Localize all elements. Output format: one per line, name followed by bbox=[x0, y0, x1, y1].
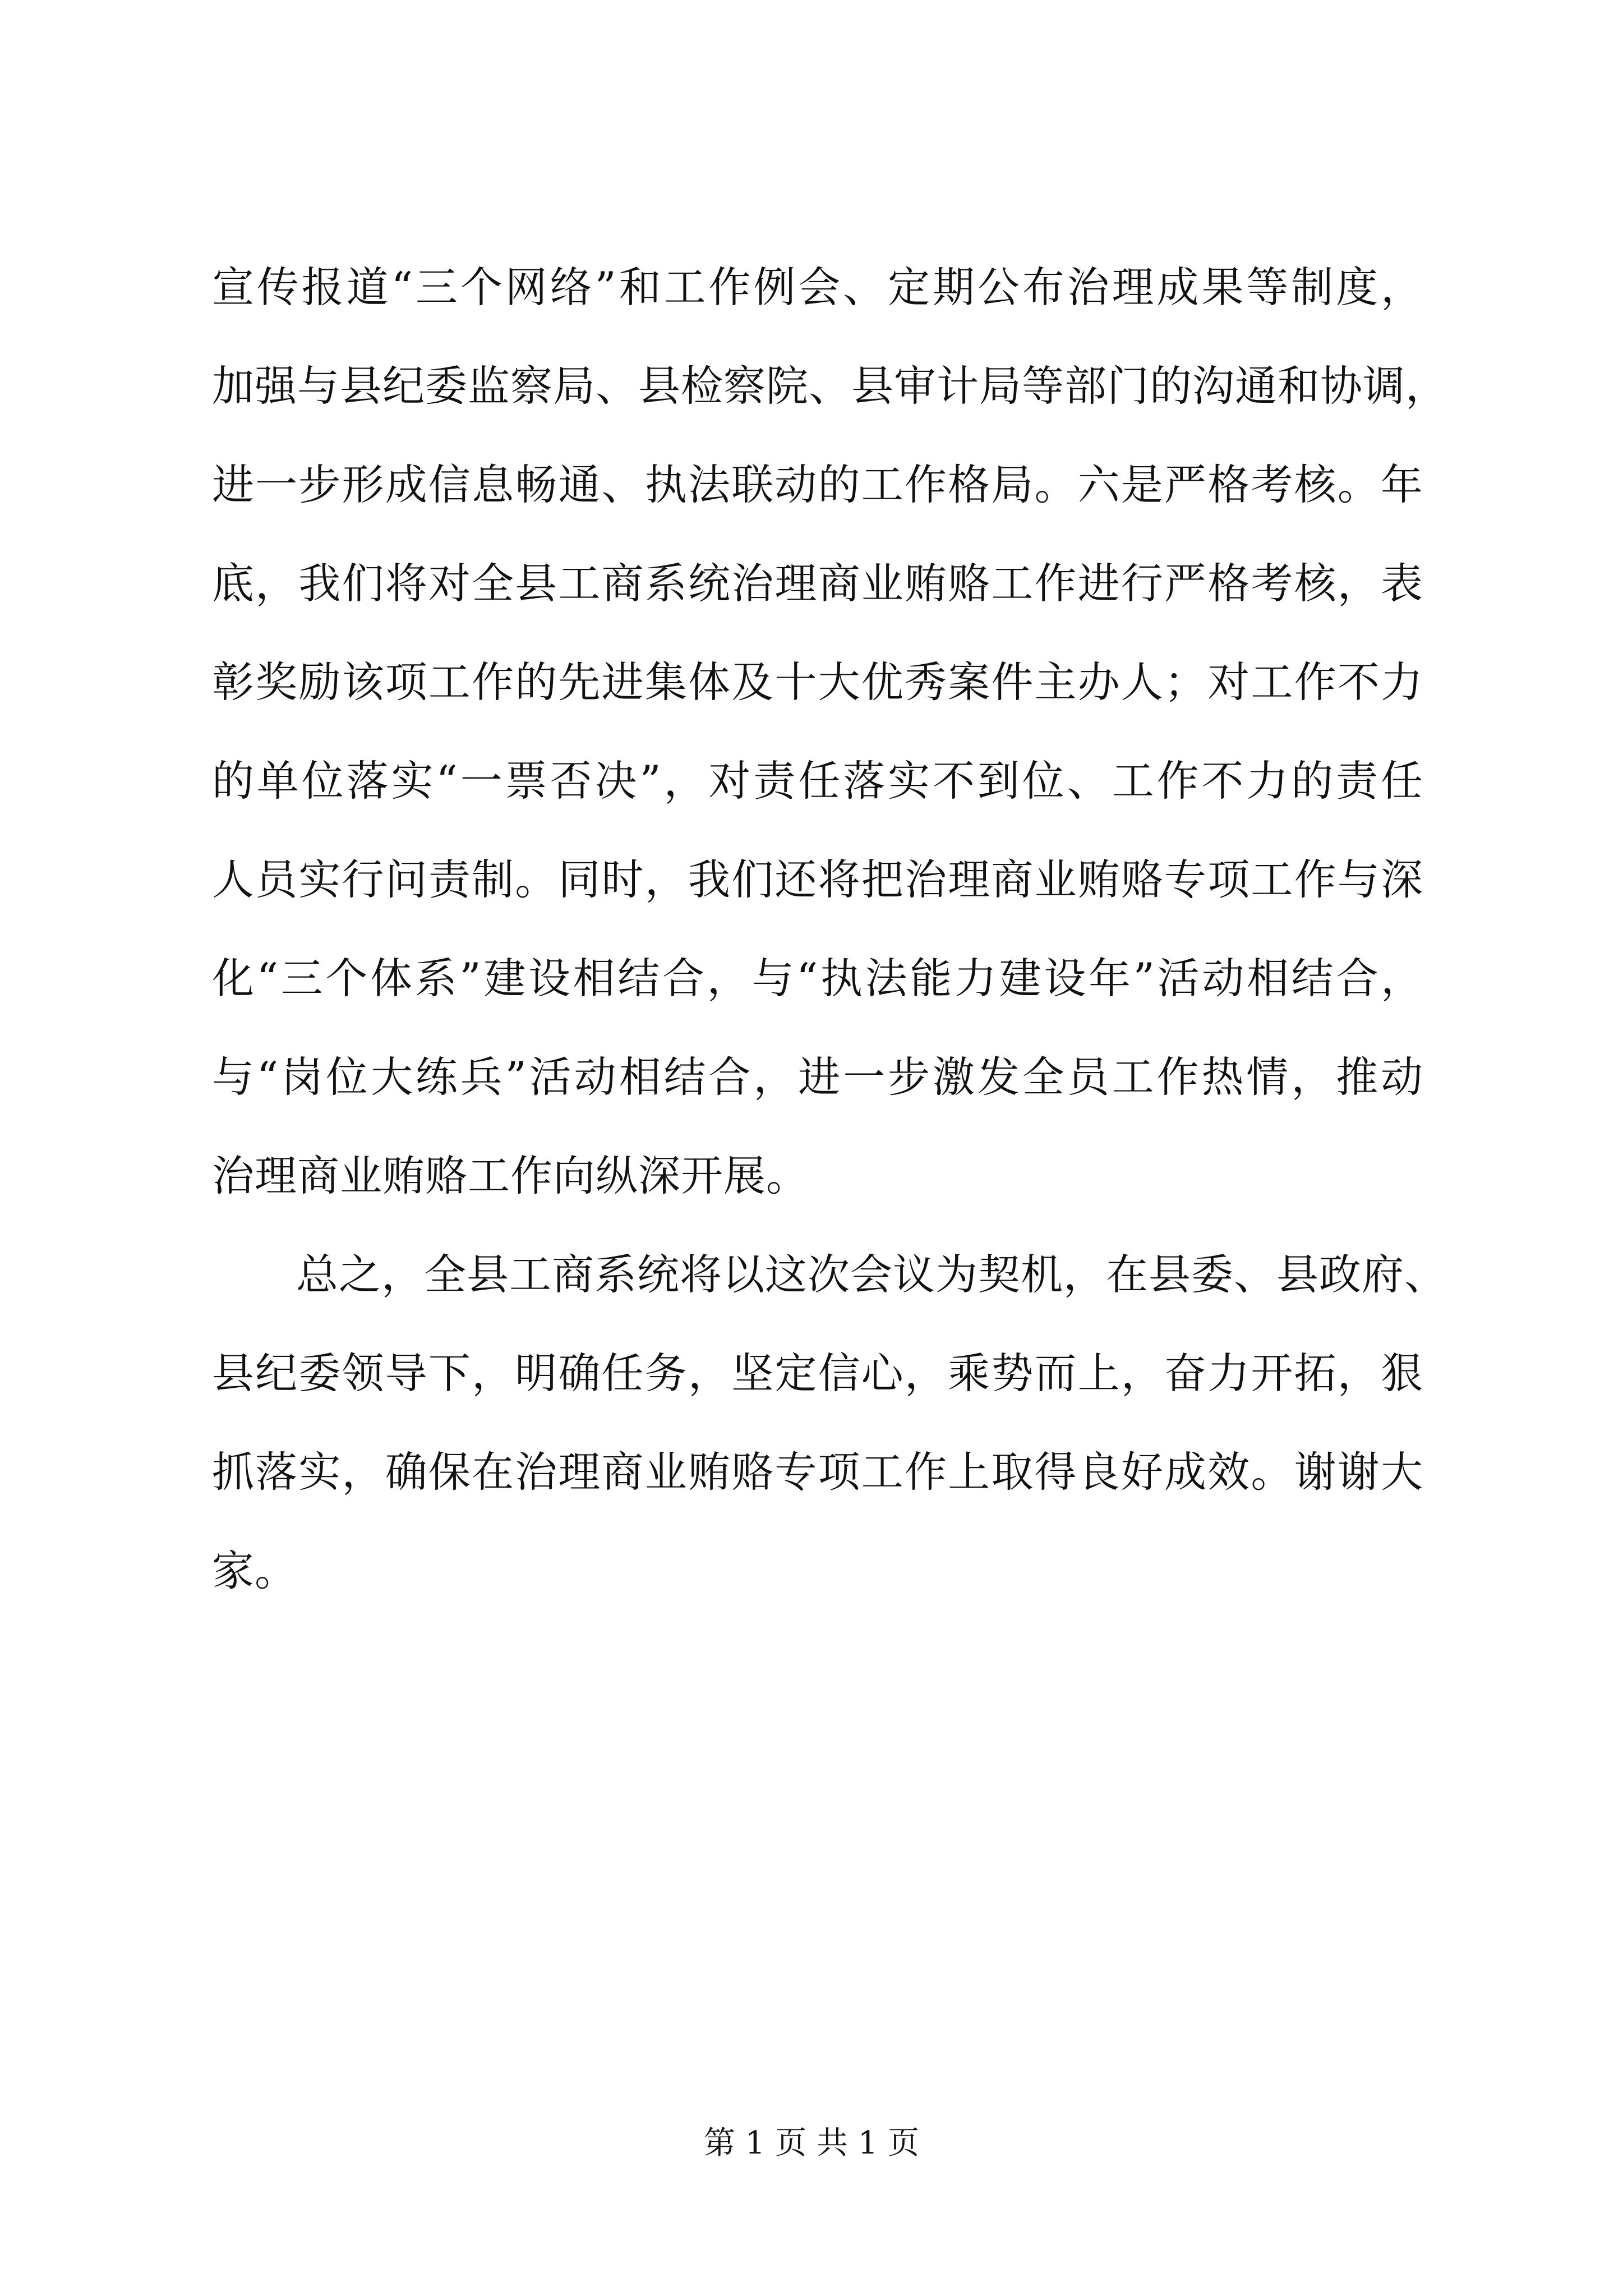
paragraph-1-line-9: 与“岗位大练兵”活动相结合，进一步激发全员工作热情，推动 bbox=[212, 1052, 1423, 1102]
paragraph-1-line-4: 底，我们将对全县工商系统治理商业贿赂工作进行严格考核，表 bbox=[212, 559, 1423, 608]
paragraph-2-line-2: 县纪委领导下，明确任务，坚定信心，乘势而上，奋力开拓，狠 bbox=[212, 1349, 1423, 1398]
paragraph-1-line-2: 加强与县纪委监察局、县检察院、县审计局等部门的沟通和协调， bbox=[212, 361, 1449, 411]
paragraph-2-line-1: 总之，全县工商系统将以这次会议为契机，在县委、县政府、 bbox=[296, 1250, 1447, 1299]
paragraph-1-line-1: 宣传报道“三个网络”和工作例会、定期公布治理成果等制度， bbox=[212, 263, 1423, 312]
document-body bbox=[212, 238, 1449, 1620]
page-number-footer: 第 1 页 共 1 页 bbox=[703, 2125, 920, 2161]
paragraph-1-line-10: 治理商业贿赂工作向纵深开展。 bbox=[212, 1151, 809, 1200]
paragraph-1-line-6: 的单位落实“一票否决”，对责任落实不到位、工作不力的责任 bbox=[212, 756, 1423, 806]
paragraph-1-line-8: 化“三个体系”建设相结合，与“执法能力建设年”活动相结合， bbox=[212, 954, 1423, 1003]
paragraph-1-line-5: 彰奖励该项工作的先进集体及十大优秀案件主办人；对工作不力 bbox=[212, 657, 1423, 707]
paragraph-2-line-3: 抓落实，确保在治理商业贿赂专项工作上取得良好成效。谢谢大 bbox=[212, 1447, 1423, 1497]
paragraph-2-line-4: 家。 bbox=[212, 1546, 298, 1595]
paragraph-1-line-3: 进一步形成信息畅通、执法联动的工作格局。六是严格考核。年 bbox=[212, 460, 1423, 509]
paragraph-1-line-7: 人员实行问责制。同时，我们还将把治理商业贿赂专项工作与深 bbox=[212, 855, 1423, 904]
